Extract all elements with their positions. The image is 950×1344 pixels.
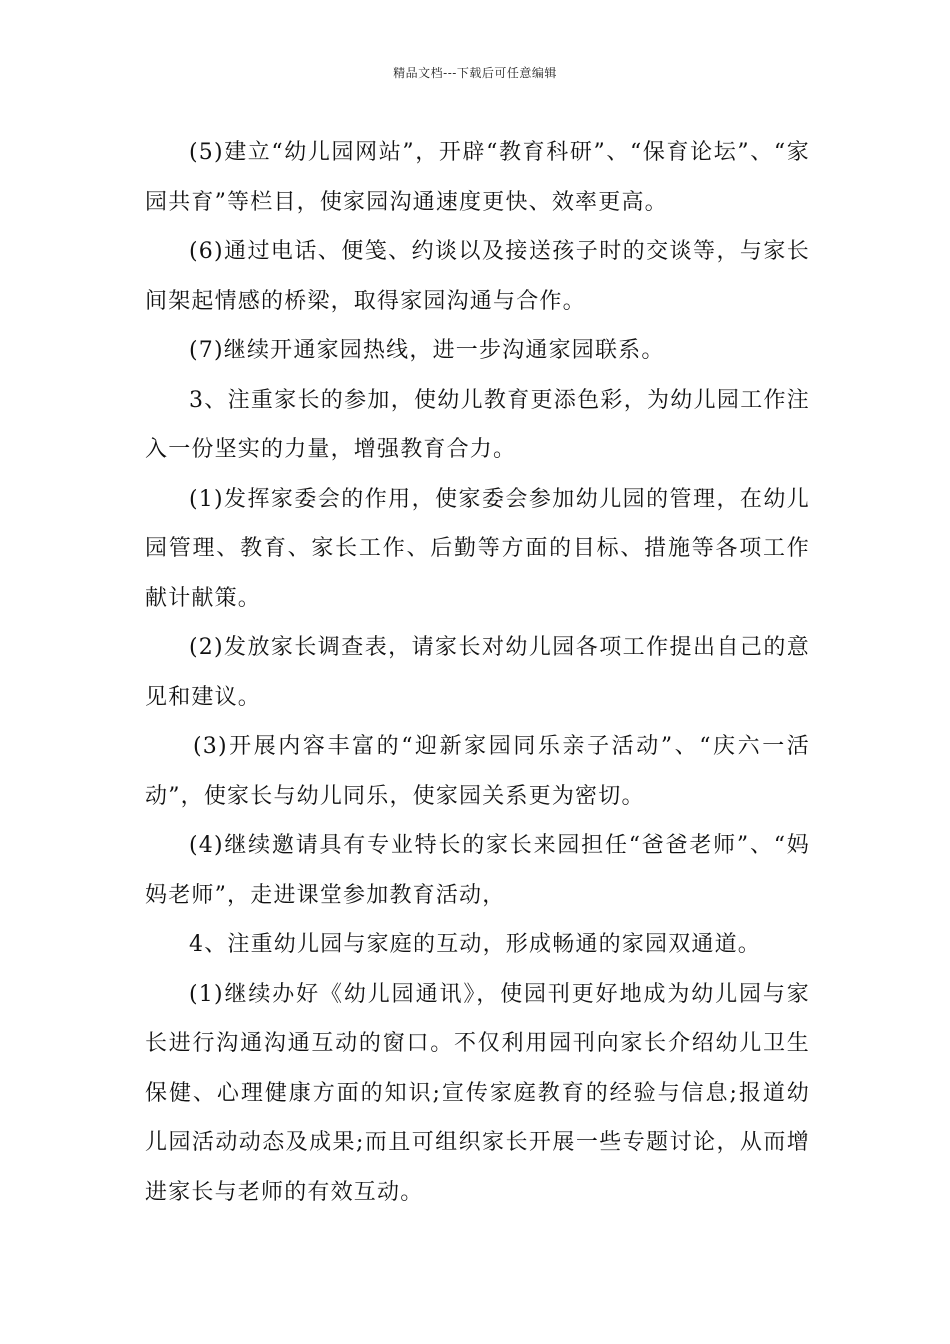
paragraph-item-7: (7)继续开通家园热线，进一步沟通家园联系。 [189,338,665,363]
paragraph-item-1-newsletter: (1)继续办好《幼儿园通讯》，使园刊更好地成为幼儿园与家长进行沟通沟通互动的窗口。不仅利用园刊向家长介绍幼儿卫生保健、心理健康方面的知识;宣传家庭教育的经验与信息;报道幼儿园活动动态及成果;而且可组织家长开展一些专题讨论，从而增进家长与老师的有效互动。 [145,981,810,1205]
document-body [145,128,810,1217]
page-header: 精品文档---下载后可任意编辑 [393,66,557,80]
paragraph-item-4: (4)继续邀请具有专业特长的家长来园担任“爸爸老师”、“妈妈老师”，走进课堂参加教育活动， [145,833,810,908]
paragraph-item-5: (5)建立“幼儿园网站”，开辟“教育科研”、“保育论坛”、“家园共育”等栏目，使家园沟通速度更快、效率更高。 [145,140,810,215]
paragraph-section-3: 3、注重家长的参加，使幼儿教育更添色彩，为幼儿园工作注入一份坚实的力量，增强教育合力。 [145,387,810,462]
paragraph-section-4: 4、注重幼儿园与家庭的互动，形成畅通的家园双通道。 [189,932,761,957]
paragraph-item-6: (6)通过电话、便笺、约谈以及接送孩子时的交谈等，与家长间架起情感的桥梁，取得家园沟通与合作。 [145,239,810,314]
paragraph-item-1: (1)发挥家委会的作用，使家委会参加幼儿园的管理，在幼儿园管理、教育、家长工作、后勤等方面的目标、措施等各项工作献计献策。 [145,486,810,611]
paragraph-item-3: (3)开展内容丰富的“迎新家园同乐亲子活动”、“庆六一活动”，使家长与幼儿同乐，使家园关系更为密切。 [145,734,810,809]
paragraph-item-2: (2)发放家长调查表，请家长对幼儿园各项工作提出自己的意见和建议。 [145,635,810,710]
